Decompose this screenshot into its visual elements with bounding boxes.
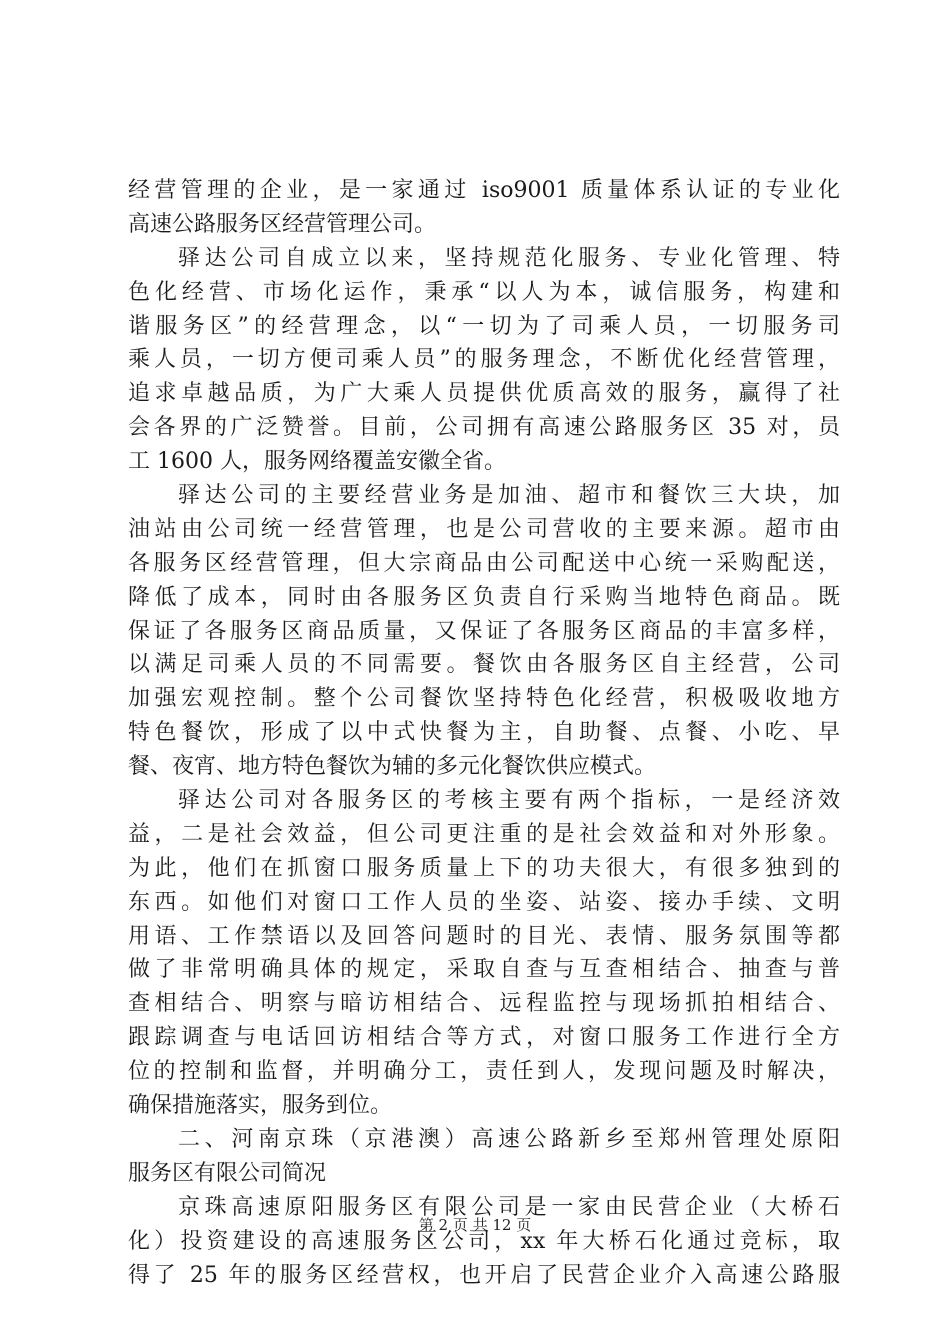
text-line: 用语、工作禁语以及回答问题时的目光、表情、服务氛围等都 [128, 923, 840, 949]
text-line: 服务区有限公司简况 [128, 1160, 327, 1186]
text-line: 驿达公司对各服务区的考核主要有两个指标，一是经济效 [178, 788, 840, 814]
text-line: 高速公路服务区经营管理公司。 [128, 211, 437, 237]
document-body [128, 174, 840, 1292]
text-line: 色化经营、市场化运作，秉承“以人为本，诚信服务，构建和 [128, 279, 840, 305]
text-line: 京珠高速原阳服务区有限公司是一家由民营企业（大桥石 [178, 1194, 840, 1220]
text-line: 经营管理的企业，是一家通过 iso9001 质量体系认证的专业化 [128, 178, 840, 203]
text-line: 会各界的广泛赞誉。目前，公司拥有高速公路服务区 35 对，员 [128, 415, 840, 441]
text-line: 查相结合、明察与暗访相结合、远程监控与现场抓拍相结合、 [128, 991, 840, 1017]
text-line: 降低了成本，同时由各服务区负责自行采购当地特色商品。既 [128, 584, 840, 610]
text-line: 为此，他们在抓窗口服务质量上下的功夫很大，有很多独到的 [128, 855, 840, 881]
text-line: 工 1600 人，服务网络覆盖安徽全省。 [128, 449, 506, 475]
text-line: 餐、夜宵、地方特色餐饮为辅的多元化餐饮供应模式。 [128, 754, 657, 780]
text-line: 得了 25 年的服务区经营权，也开启了民营企业介入高速公路服 [128, 1262, 840, 1288]
text-line: 位的控制和监督，并明确分工，责任到人，发现问题及时解决， [128, 1059, 840, 1085]
text-line: 加强宏观控制。整个公司餐饮坚持特色化经营，积极吸收地方 [128, 686, 840, 712]
text-line: 驿达公司自成立以来，坚持规范化服务、专业化管理、特 [178, 245, 840, 271]
text-line: 化）投资建设的高速服务区公司，xx 年大桥石化通过竞标，取 [128, 1228, 840, 1254]
text-line: 特色餐饮，形成了以中式快餐为主，自助餐、点餐、小吃、早 [128, 720, 840, 746]
text-line: 跟踪调查与电话回访相结合等方式，对窗口服务工作进行全方 [128, 1025, 840, 1051]
text-line: 驿达公司的主要经营业务是加油、超市和餐饮三大块，加 [178, 483, 840, 509]
page-footer: 第 2 页 共 12 页 [418, 1216, 532, 1234]
text-line: 二、河南京珠（京港澳）高速公路新乡至郑州管理处原阳 [178, 1126, 840, 1152]
text-line: 确保措施落实，服务到位。 [128, 1093, 393, 1119]
text-line: 以满足司乘人员的不同需要。餐饮由各服务区自主经营，公司 [128, 652, 840, 678]
text-line: 保证了各服务区商品质量，又保证了各服务区商品的丰富多样， [128, 618, 840, 644]
text-line: 油站由公司统一经营管理，也是公司营收的主要来源。超市由 [128, 516, 840, 542]
text-line: 各服务区经营管理，但大宗商品由公司配送中心统一采购配送， [128, 550, 840, 576]
text-line: 乘人员，一切方便司乘人员”的服务理念，不断优化经营管理， [128, 347, 840, 373]
text-line: 益，二是社会效益，但公司更注重的是社会效益和对外形象。 [128, 821, 840, 847]
text-line: 做了非常明确具体的规定，采取自查与互查相结合、抽查与普 [128, 957, 840, 983]
text-line: 东西。如他们对窗口工作人员的坐姿、站姿、接办手续、文明 [128, 889, 840, 915]
text-line: 谐服务区”的经营理念，以“一切为了司乘人员，一切服务司 [128, 313, 840, 339]
text-line: 追求卓越品质，为广大乘人员提供优质高效的服务，赢得了社 [128, 381, 840, 407]
